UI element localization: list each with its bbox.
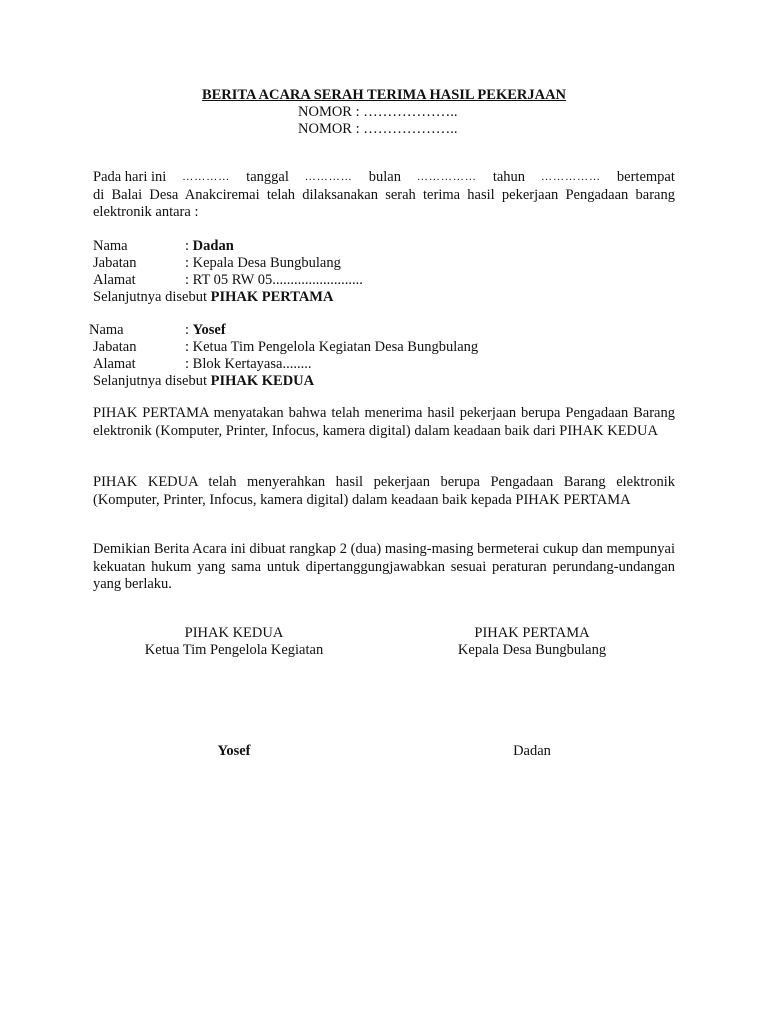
intro-paragraph <box>93 169 675 222</box>
nomor-line-2: NOMOR : ……………….. <box>298 121 458 137</box>
blank-month: …………… <box>416 171 477 183</box>
intro-word: bertempat <box>616 169 675 185</box>
field-value: : Kepala Desa Bungbulang <box>185 255 341 271</box>
designation-prefix: Selanjutnya disebut <box>93 289 207 305</box>
nomor-line-1: NOMOR : ……………….. <box>298 104 458 120</box>
intro-rest: di Balai Desa Anakciremai telah dilaksanakan serah terima hasil pekerjaan Pengadaan barang elektronik antara : <box>93 186 675 220</box>
party-one-alamat-row <box>93 272 693 289</box>
blank-year: …………… <box>540 171 601 183</box>
designation-party-one: PIHAK PERTAMA <box>210 289 334 305</box>
intro-word: bulan <box>368 169 401 185</box>
colon: : <box>185 238 190 254</box>
signature-name-left <box>128 743 340 760</box>
party-two-jabatan-row <box>93 339 693 356</box>
party-two-alamat-row <box>93 356 693 373</box>
designation-party-two: PIHAK KEDUA <box>210 373 315 389</box>
party-one-name-row <box>93 238 693 255</box>
statement-paragraph-2: PIHAK KEDUA telah menyerahkan hasil pekerjaan berupa Pengadaan Barang elektronik (Komputer, Printer, Infocus, kamera digital) dalam keadaan baik kepada PIHAK PERTAMA <box>93 474 675 508</box>
party-one-name: Dadan <box>192 238 234 254</box>
field-label: Jabatan <box>93 255 137 271</box>
signature-position: Kepala Desa Bungbulang <box>457 642 607 658</box>
intro-word: tahun <box>492 169 526 185</box>
field-value <box>185 322 226 339</box>
field-label: Nama <box>93 238 128 254</box>
signature-block-right <box>426 625 638 659</box>
document-title: BERITA ACARA SERAH TERIMA HASIL PEKERJAAN <box>201 87 567 103</box>
statement-paragraph-1: PIHAK PERTAMA menyatakan bahwa telah menerima hasil pekerjaan berupa Pengadaan Barang elektronik (Komputer, Printer, Infocus, kamera digital) dalam keadaan baik dari PIHAK KEDUA <box>93 405 675 439</box>
party-two-name: Yosef <box>192 322 226 338</box>
designation-prefix: Selanjutnya disebut <box>93 373 207 389</box>
signature-party: PIHAK KEDUA <box>184 625 284 641</box>
blank-day: ………… <box>182 171 231 183</box>
party-one-jabatan-row <box>93 255 693 272</box>
colon: : <box>185 322 190 338</box>
intro-word: tanggal <box>246 169 289 185</box>
field-label: Jabatan <box>93 339 137 355</box>
field-label: Nama <box>89 322 124 338</box>
intro-word: Pada hari ini <box>93 169 167 185</box>
signature-block-left <box>128 625 340 659</box>
party-one-designation <box>93 289 693 306</box>
blank-date: ………… <box>304 171 353 183</box>
field-label: Alamat <box>93 356 136 372</box>
field-value: : Ketua Tim Pengelola Kegiatan Desa Bungbulang <box>185 339 479 355</box>
party-two-name-row <box>89 322 689 339</box>
party-two-designation <box>93 373 693 390</box>
signer-name-left: Yosef <box>217 743 251 759</box>
field-value: : RT 05 RW 05......................... <box>185 272 363 288</box>
signature-party: PIHAK PERTAMA <box>474 625 590 641</box>
signature-name-right <box>426 743 638 760</box>
signature-position: Ketua Tim Pengelola Kegiatan <box>144 642 324 658</box>
closing-paragraph: Demikian Berita Acara ini dibuat rangkap 2 (dua) masing-masing bermeterai cukup dan mempunyai kekuatan hukum yang sama untuk dipertanggungjawabkan sesuai peraturan perundang-undangan yang berlaku. <box>93 541 675 592</box>
signer-name-right: Dadan <box>513 743 551 759</box>
field-label: Alamat <box>93 272 136 288</box>
intro-first-line <box>93 169 675 187</box>
field-value <box>185 238 234 255</box>
field-value: : Blok Kertayasa........ <box>185 356 312 372</box>
